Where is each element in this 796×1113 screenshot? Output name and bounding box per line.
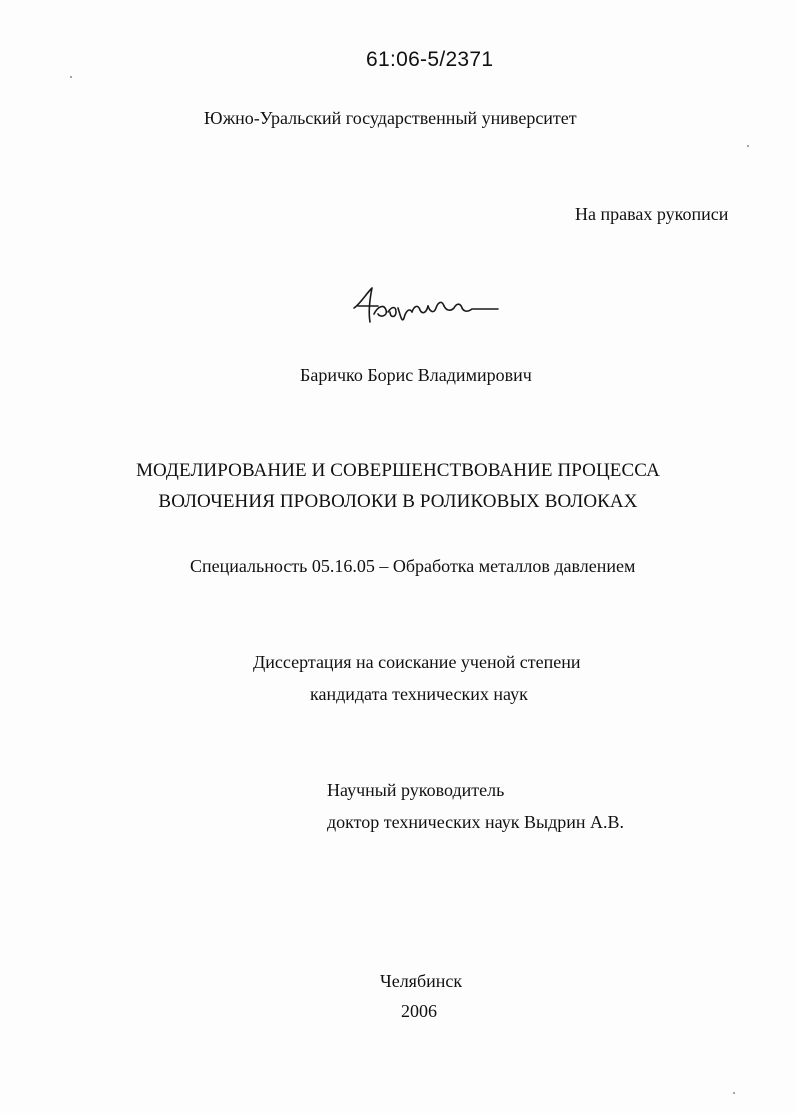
scan-speck <box>747 145 749 147</box>
city: Челябинск <box>380 971 463 991</box>
dissertation-title-line-2: ВОЛОЧЕНИЯ ПРОВОЛОКИ В РОЛИКОВЫХ ВОЛОКАХ <box>158 491 638 512</box>
author-signature <box>348 284 500 326</box>
manuscript-rights-note: На правах рукописи <box>575 204 729 224</box>
specialty-line: Специальность 05.16.05 – Обработка металлов давлением <box>190 556 636 576</box>
scan-speck <box>733 1092 735 1094</box>
scan-speck <box>70 76 72 78</box>
author-name: Баричко Борис Владимирович <box>300 365 532 385</box>
year: 2006 <box>401 1001 437 1021</box>
supervisor-role: Научный руководитель <box>327 780 505 800</box>
archive-stamp-code: 61:06-5/2371 <box>366 48 494 71</box>
degree-line-2: кандидата технических наук <box>310 684 528 704</box>
university-name: Южно-Уральский государственный университет <box>204 108 577 128</box>
supervisor-name: доктор технических наук Выдрин А.В. <box>327 812 625 832</box>
degree-line-1: Диссертация на соискание ученой степени <box>253 652 581 672</box>
dissertation-title-line-1: МОДЕЛИРОВАНИЕ И СОВЕРШЕНСТВОВАНИЕ ПРОЦЕССА <box>136 460 660 481</box>
